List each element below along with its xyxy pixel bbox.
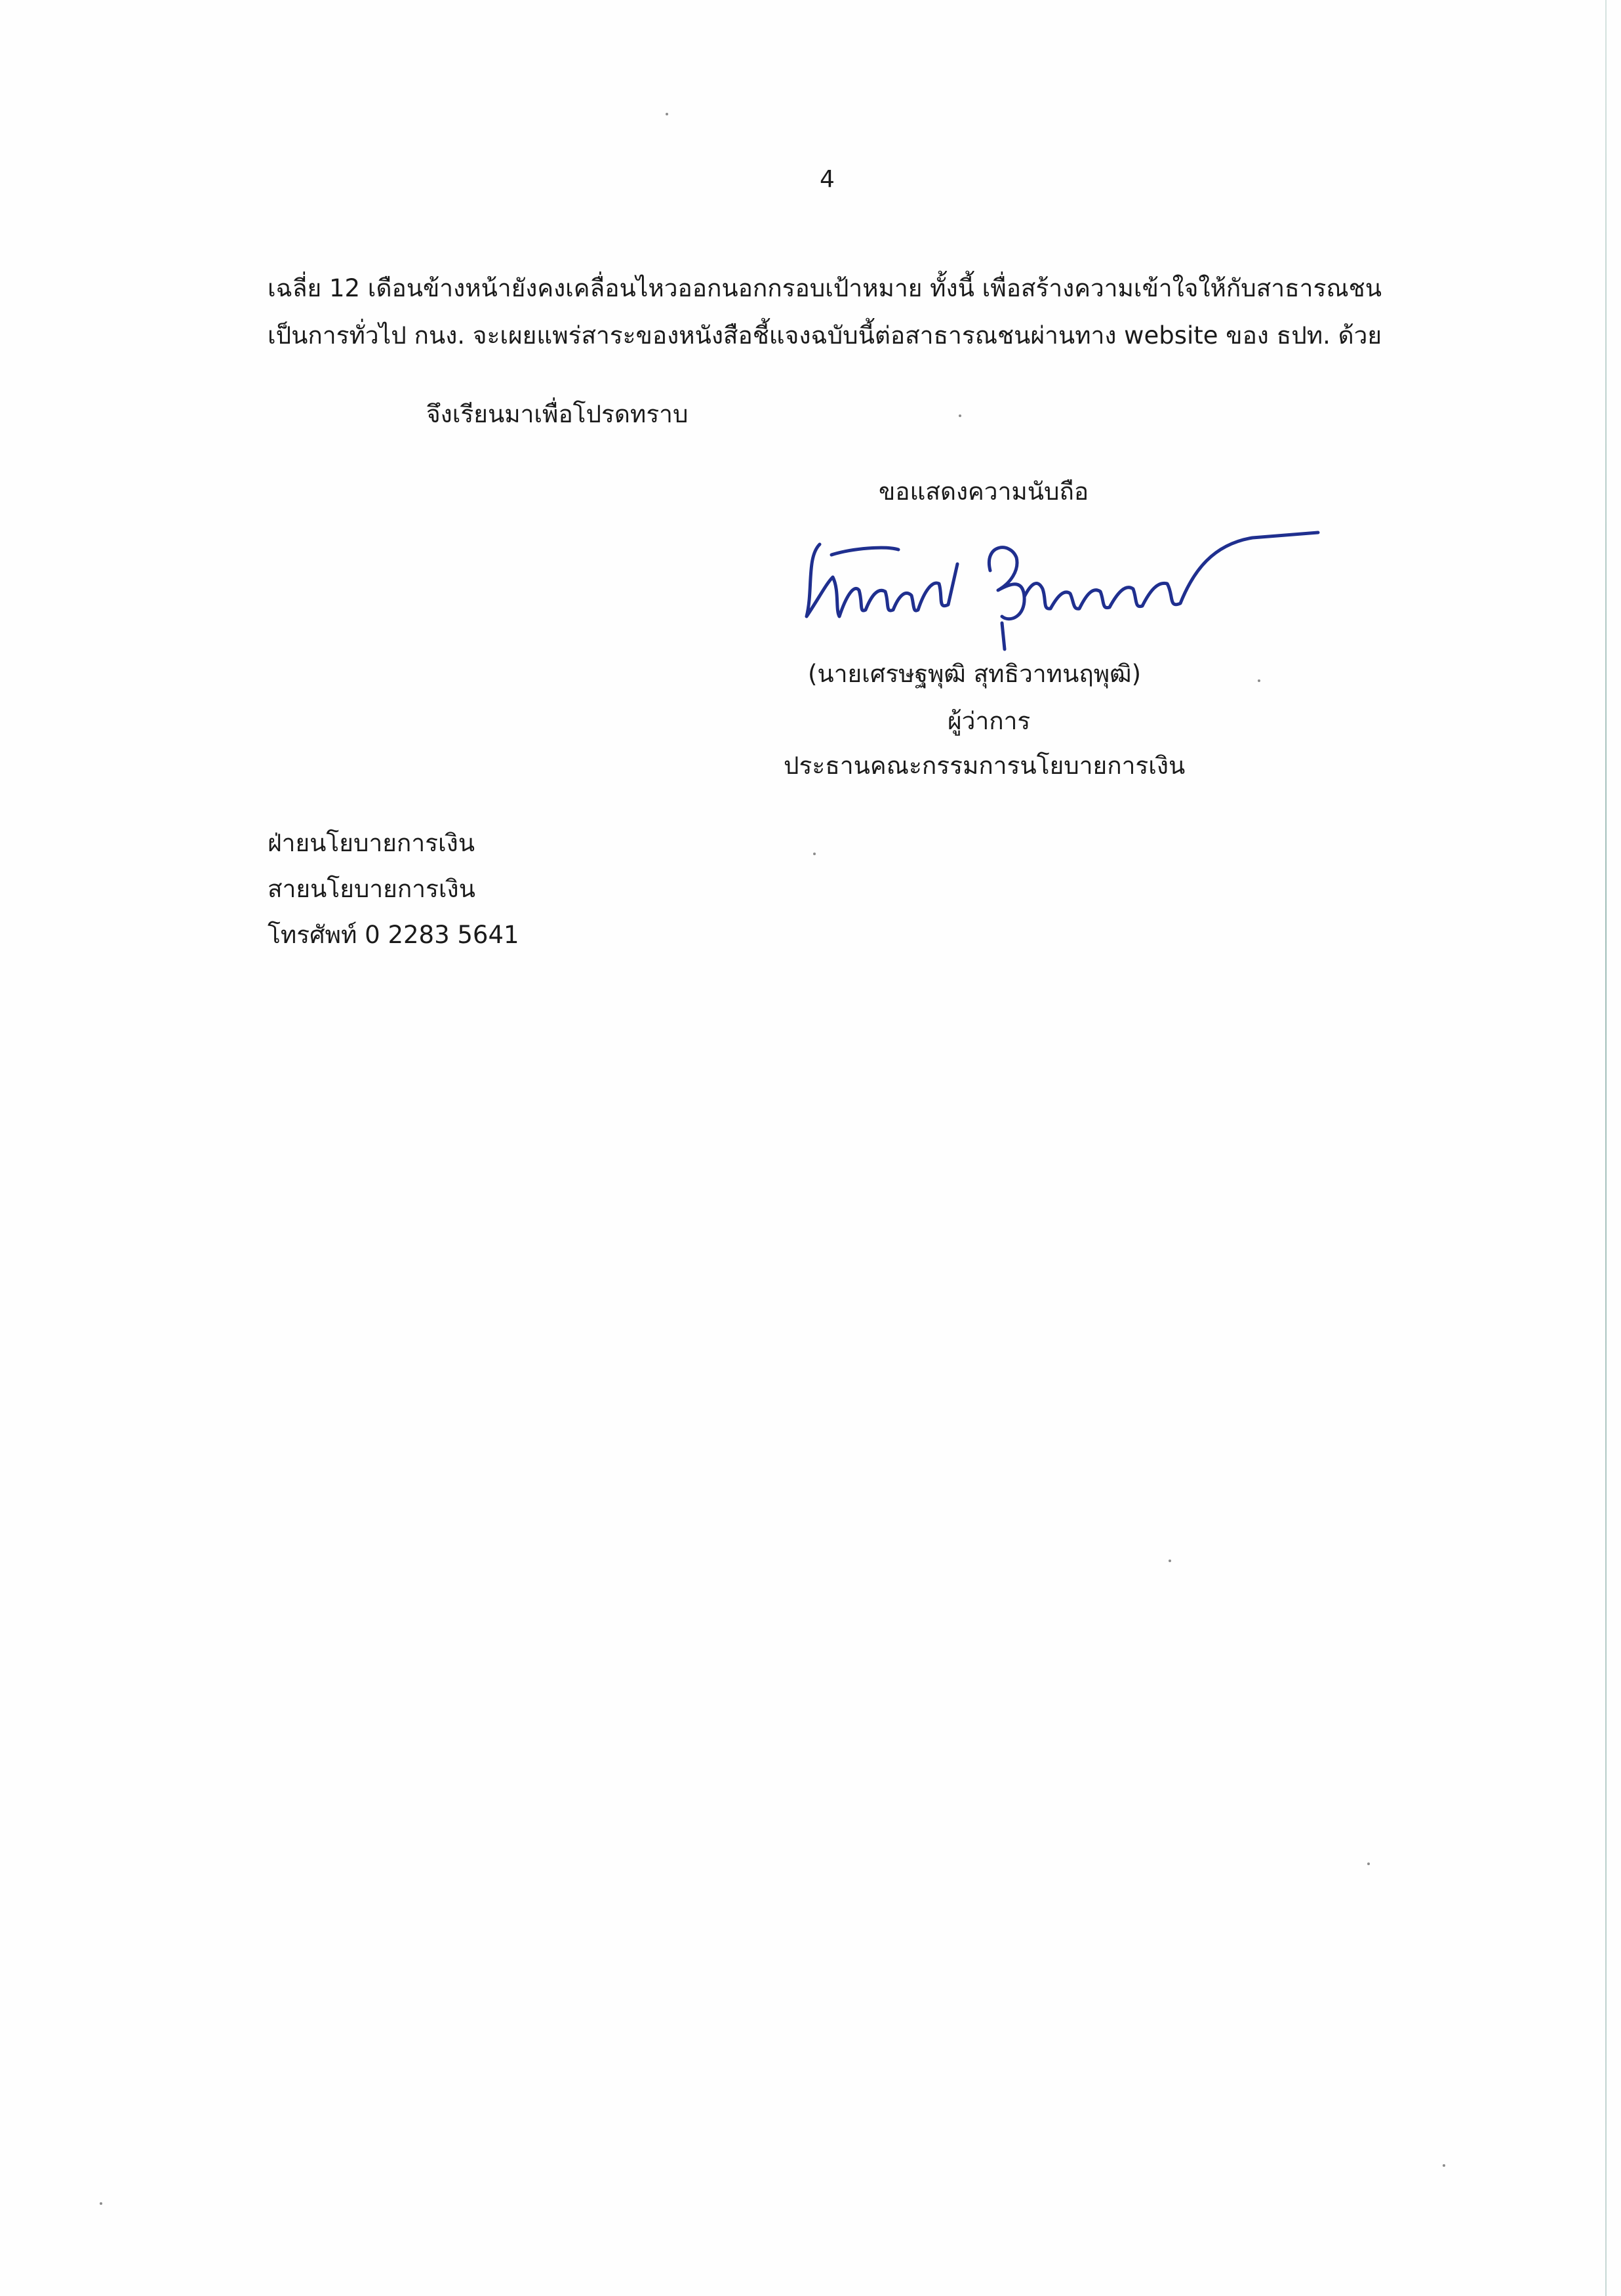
paragraph-line-1: เฉลี่ย 12 เดือนข้างหน้ายังคงเคลื่อนไหวออกนอกกรอบเป้าหมาย ทั้งนี้ เพื่อสร้างความเข้าใจให้กับสาธารณชน <box>268 274 1382 302</box>
scan-edge-line <box>1605 0 1607 2296</box>
salutation: ขอแสดงความนับถือ <box>879 477 1089 506</box>
paragraph-line-2: เป็นการทั่วไป กนง. จะเผยแพร่สาระของหนังสือชี้แจงฉบับนี้ต่อสาธารณชนผ่านทาง website ของ ธปท. ด้วย <box>268 321 1382 350</box>
scan-speck <box>959 414 961 417</box>
signer-role: ประธานคณะกรรมการนโยบายการเงิน <box>784 752 1186 780</box>
contact-department: ฝ่ายนโยบายการเงิน <box>268 829 475 857</box>
scan-speck <box>100 2202 102 2205</box>
scan-speck <box>1367 1863 1370 1865</box>
page-number: 4 <box>820 166 835 193</box>
handwritten-signature <box>793 518 1331 662</box>
signer-position: ผู้ว่าการ <box>948 707 1031 735</box>
contact-unit: สายนโยบายการเงิน <box>268 875 475 903</box>
scan-speck <box>1443 2164 1445 2167</box>
signer-name: (นายเศรษฐพุฒิ สุทธิวาทนฤพุฒิ) <box>808 660 1142 688</box>
closing-request: จึงเรียนมาเพื่อโปรดทราบ <box>426 400 689 428</box>
scan-speck <box>1258 679 1260 682</box>
contact-phone: โทรศัพท์ 0 2283 5641 <box>268 921 519 949</box>
scan-speck <box>666 113 668 115</box>
scan-speck <box>813 853 816 855</box>
scan-speck <box>1169 1560 1171 1562</box>
